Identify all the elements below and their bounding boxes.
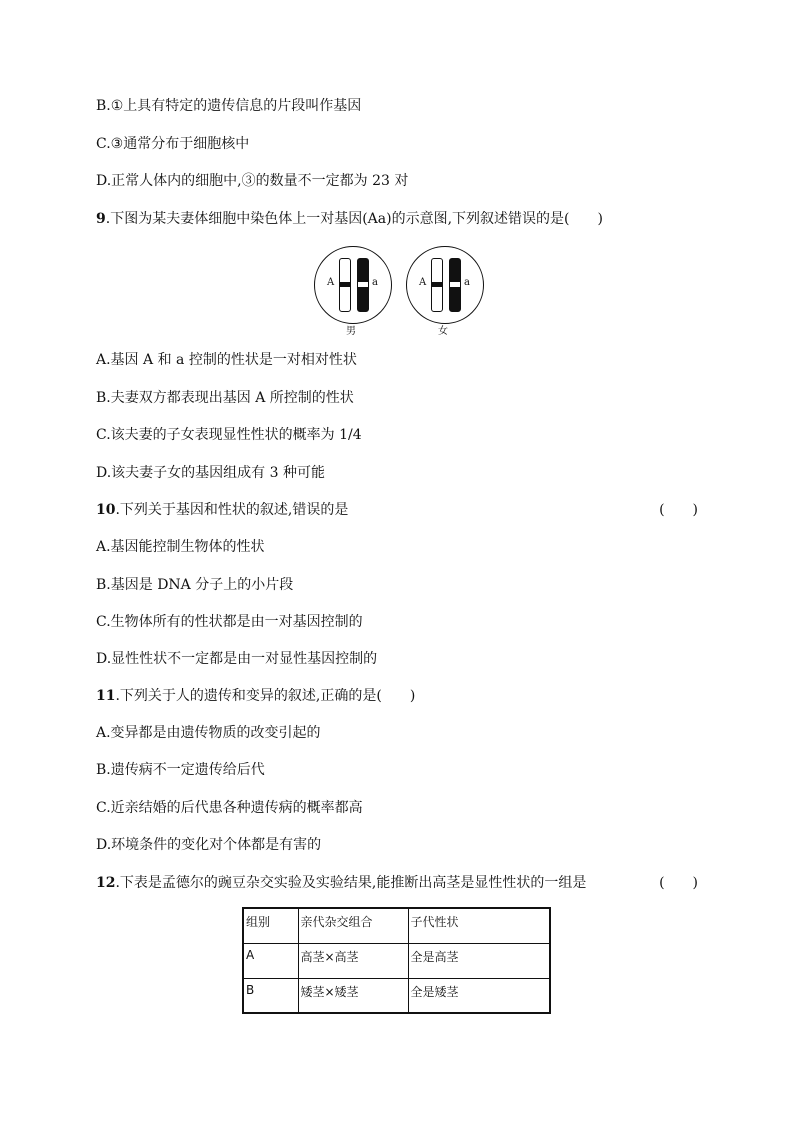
header-group: 组别 [243,908,298,943]
chromosome-dark-female [449,258,461,312]
q10-stem-text: .下列关于基因和性状的叙述,错误的是 [115,502,349,518]
header-offspring-trait: 子代性状 [408,908,550,943]
q9-option-d: D.该夫妻子女的基因组成有 3 种可能 [96,465,325,481]
table-row [243,978,550,1013]
gene-label-A-male: A [327,277,335,288]
q9-stem-text: .下图为某夫妻体细胞中染色体上一对基因(Aa)的示意图,下列叙述错误的是( ) [105,211,603,227]
table-cell: 全是高茎 [408,943,550,978]
q10-stem [96,500,348,520]
table-cell: A [243,943,298,978]
q9-option-c: C.该夫妻的子女表现显性性状的概率为 1/4 [96,427,362,443]
q9-stem [96,209,603,229]
q12-answer-bracket: ( ) [659,875,698,891]
table-cell: B [243,978,298,1013]
q12-number: 12 [96,875,116,891]
table-cell: 高茎×高茎 [298,943,408,978]
q11-option-d: D.环境条件的变化对个体都是有害的 [96,837,322,853]
chromosome-light-male [339,258,351,312]
table-header-row [243,908,550,943]
table-cell: 矮茎×矮茎 [298,978,408,1013]
female-caption: 女 [438,326,448,337]
q12-stem-text: .下表是孟德尔的豌豆杂交实验及实验结果,能推断出高茎是显性性状的一组是 [115,875,587,891]
q11-option-c: C.近亲结婚的后代患各种遗传病的概率都高 [96,800,363,816]
q11-stem-text: .下列关于人的遗传和变异的叙述,正确的是( ) [115,688,416,704]
q9-option-a: A.基因 A 和 a 控制的性状是一对相对性状 [96,352,357,368]
q12-stem [96,873,586,893]
q8-option-d: D.正常人体内的细胞中,③的数量不一定都为 23 对 [96,173,409,189]
male-cell [314,246,392,324]
q8-option-c: C.③通常分布于细胞核中 [96,136,250,152]
chromosome-dark-male [357,258,369,312]
header-parent-cross: 亲代杂交组合 [298,908,408,943]
chromosome-light-female [431,258,443,312]
gene-label-A-female: A [419,277,427,288]
q10-option-d: D.显性性状不一定都是由一对显性基因控制的 [96,651,378,667]
chromosome-figure [312,246,484,336]
q10-answer-bracket: ( ) [659,502,698,518]
gene-label-a-male: a [372,277,378,288]
q11-stem [96,686,415,706]
q11-option-a: A.变异都是由遗传物质的改变引起的 [96,725,321,741]
gene-label-a-female: a [464,277,470,288]
male-caption: 男 [346,326,356,337]
female-cell [406,246,484,324]
q10-number: 10 [96,502,116,518]
q10-option-a: A.基因能控制生物体的性状 [96,539,265,555]
q8-option-b: B.①上具有特定的遗传信息的片段叫作基因 [96,98,362,114]
table-cell: 全是矮茎 [408,978,550,1013]
q9-option-b: B.夫妻双方都表现出基因 A 所控制的性状 [96,390,354,406]
q11-number: 11 [96,688,116,704]
q10-option-b: B.基因是 DNA 分子上的小片段 [96,577,294,593]
table-row [243,943,550,978]
q10-option-c: C.生物体所有的性状都是由一对基因控制的 [96,614,363,630]
q11-option-b: B.遗传病不一定遗传给后代 [96,762,265,778]
q9-number: 9 [96,211,106,227]
mendel-cross-table [242,907,551,1014]
